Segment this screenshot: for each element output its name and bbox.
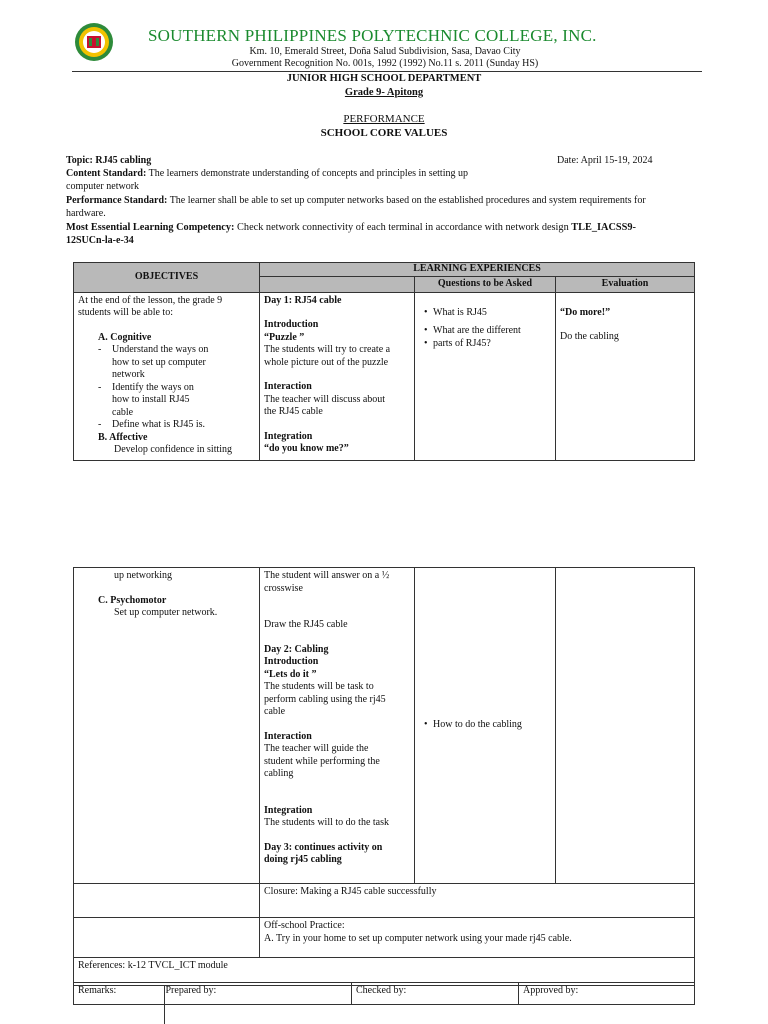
cognitive-label: A. Cognitive [98,331,152,343]
content-standard-cont: computer network [66,181,140,192]
lesson-plan-table-continued [73,567,695,986]
question-item: • What is RJ45 [433,307,551,320]
checked-by-cell: Checked by: [352,983,519,1005]
evaluation-cell [556,568,695,884]
college-name: SOUTHERN PHILIPPINES POLYTECHNIC COLLEGE, INC. [148,26,597,45]
performance-standard: Performance Standard: The learner shall be able to set up computer networks based on the established procedures and system requirements for [66,195,646,206]
header-divider [72,71,702,72]
questions-cell: • What is RJ45 • What are the different • parts of RJ45? [415,292,556,460]
performance-label: PERFORMANCE [343,113,425,125]
lesson-plan-table [73,262,695,461]
department: JUNIOR HIGH SCHOOL DEPARTMENT [286,73,482,84]
questions-cell [415,568,556,884]
college-address: Km. 10, Emerald Street, Doña Salud Subdivision, Sasa, Davao City [249,46,521,57]
learning-experiences-header: LEARNING EXPERIENCES [260,263,695,277]
learning-experiences-cell: Day 1: RJ54 cable Introduction “Puzzle ” The students will try to create a whole picture out of the puzzle Interaction The teacher will discuss about the RJ45 cable Integration “do you know me?” [260,292,415,460]
blank-header [260,277,415,293]
evaluation-cell: “Do more!” Do the cabling [556,292,695,460]
references-cell: References: k-12 TVCL_ICT module [74,958,695,986]
government-recognition: Government Recognition No. 001s, 1992 (1992) No.11 s. 2011 (Sunday HS) [231,58,539,69]
psychomotor-label: C. Psychomotor [98,594,167,606]
grade-section: Grade 9- Apitong [344,87,424,98]
approved-by-cell: Approved by: [519,983,695,1005]
blank-cell [74,884,260,918]
question-item: • What are the different [433,325,551,338]
objectives-cell: up networking C. Psychomotor Set up computer network. [74,568,260,884]
learning-experiences-cell: The student will answer on a ½ crosswise Draw the RJ45 cable Day 2: Cabling Introduction “Lets do it ” The students will be task to perform cabling using the rj45 cable Interaction The teacher will guide the student while performing the cabling Integration The students will to do the task Day 3: continues activity on doing rj45 cabling [260,568,415,884]
topic-line: Topic: RJ45 cabling [66,155,152,166]
closure-cell: Closure: Making a RJ45 cable successfully [260,884,695,918]
content-standard: Content Standard: The learners demonstrate understanding of concepts and principles in setting up [66,168,468,179]
offschool-cell: Off-school Practice: A. Try in your home to set up computer network using your made rj45 cable. [260,918,695,958]
blank-cell [74,918,260,958]
melc-code-cont: 12SUCn-la-e-34 [66,235,134,246]
core-values-label: SCHOOL CORE VALUES [320,127,448,139]
signature-divider [164,986,165,1024]
remarks-cell: Remarks: [74,983,162,1005]
evaluation-header: Evaluation [556,277,695,293]
melc: Most Essential Learning Competency: Check network connectivity of each terminal in accordance with network design TLE_IACSS9- [66,222,636,233]
questions-header: Questions to be Asked [415,277,556,293]
prepared-by-cell: Prepared by: [162,983,352,1005]
objectives-header: OBJECTIVES [74,263,260,293]
lesson-date: Date: April 15-19, 2024 [557,155,653,166]
college-logo [74,22,114,62]
affective-label: B. Affective [98,431,148,443]
objectives-cell: At the end of the lesson, the grade 9 students will be able to: A. Cognitive - Understand the ways on how to set up computer network - Identify the ways on how to install RJ45 cable - Define what is RJ45 is. B. Affective Develop confidence in sitting [74,292,260,460]
question-item: • How to do the cabling [433,719,551,732]
performance-standard-cont: hardware. [66,208,106,219]
signature-table [73,982,695,1005]
